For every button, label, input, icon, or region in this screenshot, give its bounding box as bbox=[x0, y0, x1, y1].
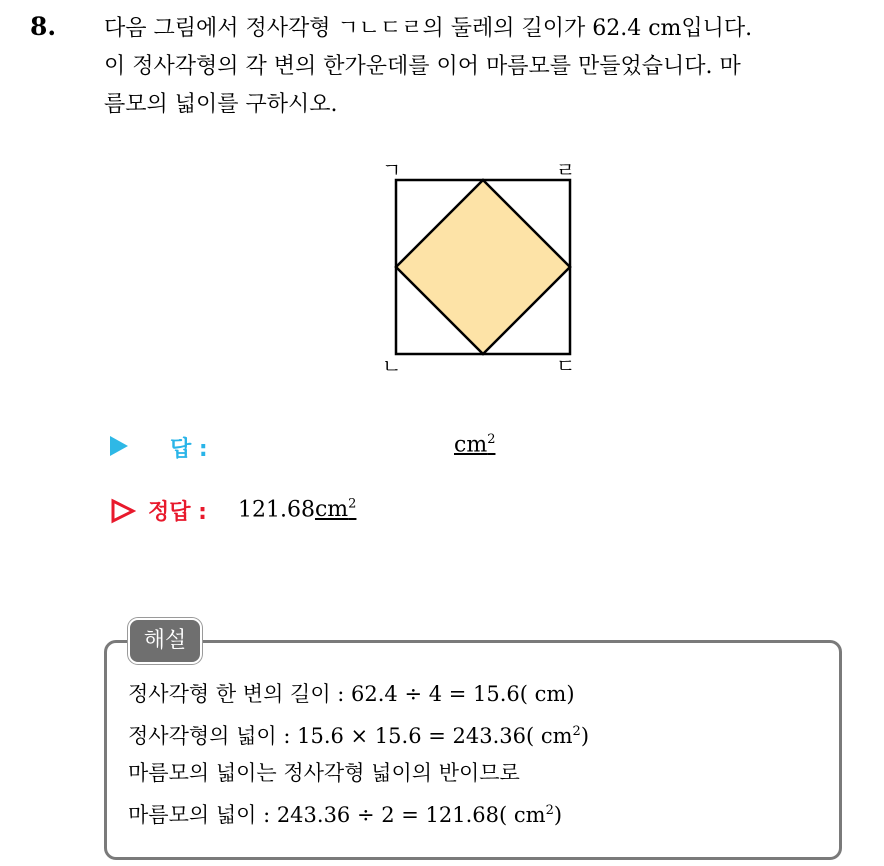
question-line: 다음 그림에서 정사각형 ㄱㄴㄷㄹ의 둘레의 길이가 62.4 cm입니다. bbox=[104, 16, 753, 41]
question-text bbox=[104, 10, 874, 124]
vertex-label-bottom-left: ㄴ bbox=[382, 354, 402, 378]
explanation-line2-exp: 2 bbox=[572, 724, 581, 739]
answer-row bbox=[110, 430, 610, 466]
explanation-line bbox=[128, 792, 589, 834]
correct-answer-label: 정답 : bbox=[148, 500, 207, 525]
question-line: 름모의 넓이를 구하시오. bbox=[104, 92, 338, 117]
correct-answer-row bbox=[110, 495, 610, 531]
explanation-line: 정사각형 한 변의 길이 : 62.4 ÷ 4 = 15.6( cm) bbox=[128, 682, 575, 706]
vertex-label-bottom-right: ㄷ bbox=[556, 354, 576, 378]
correct-value-unit bbox=[315, 497, 356, 522]
inner-rhombus bbox=[396, 180, 570, 354]
vertex-label-top-left: ㄱ bbox=[382, 158, 402, 182]
answer-unit-exponent: 2 bbox=[487, 432, 496, 447]
explanation-badge: 해설 bbox=[128, 618, 202, 664]
question-number: 8. bbox=[30, 12, 57, 41]
explanation-text bbox=[128, 676, 589, 834]
explanation-line2-main: 정사각형의 넓이 : 15.6 × 15.6 = 243.36( cm bbox=[128, 724, 573, 748]
figure-svg bbox=[378, 158, 588, 378]
vertex-label-top-right: ㄹ bbox=[556, 158, 576, 182]
explanation-line4-end: ) bbox=[553, 803, 563, 827]
explanation-line: 마름모의 넓이는 정사각형 넓이의 반이므로 bbox=[128, 761, 520, 785]
answer-unit bbox=[454, 432, 495, 457]
outline-arrow-icon bbox=[110, 498, 136, 524]
explanation-line4-main: 마름모의 넓이 : 243.36 ÷ 2 = 121.68( cm bbox=[128, 803, 546, 827]
square-rhombus-figure bbox=[378, 158, 588, 378]
correct-answer-value bbox=[238, 497, 356, 522]
explanation-line bbox=[128, 713, 589, 755]
answer-label: 답 : bbox=[170, 437, 208, 462]
correct-value-number: 121.68 bbox=[238, 497, 315, 523]
answer-unit-text: cm bbox=[454, 432, 488, 458]
correct-unit-exponent: 2 bbox=[348, 497, 357, 512]
play-arrow-icon bbox=[110, 436, 128, 456]
correct-unit-text: cm bbox=[314, 497, 349, 523]
explanation-line4-exp: 2 bbox=[545, 803, 554, 818]
question-line: 이 정사각형의 각 변의 한가운데를 이어 마름모를 만들었습니다. 마 bbox=[104, 54, 741, 79]
explanation-line2-end: ) bbox=[580, 724, 590, 748]
